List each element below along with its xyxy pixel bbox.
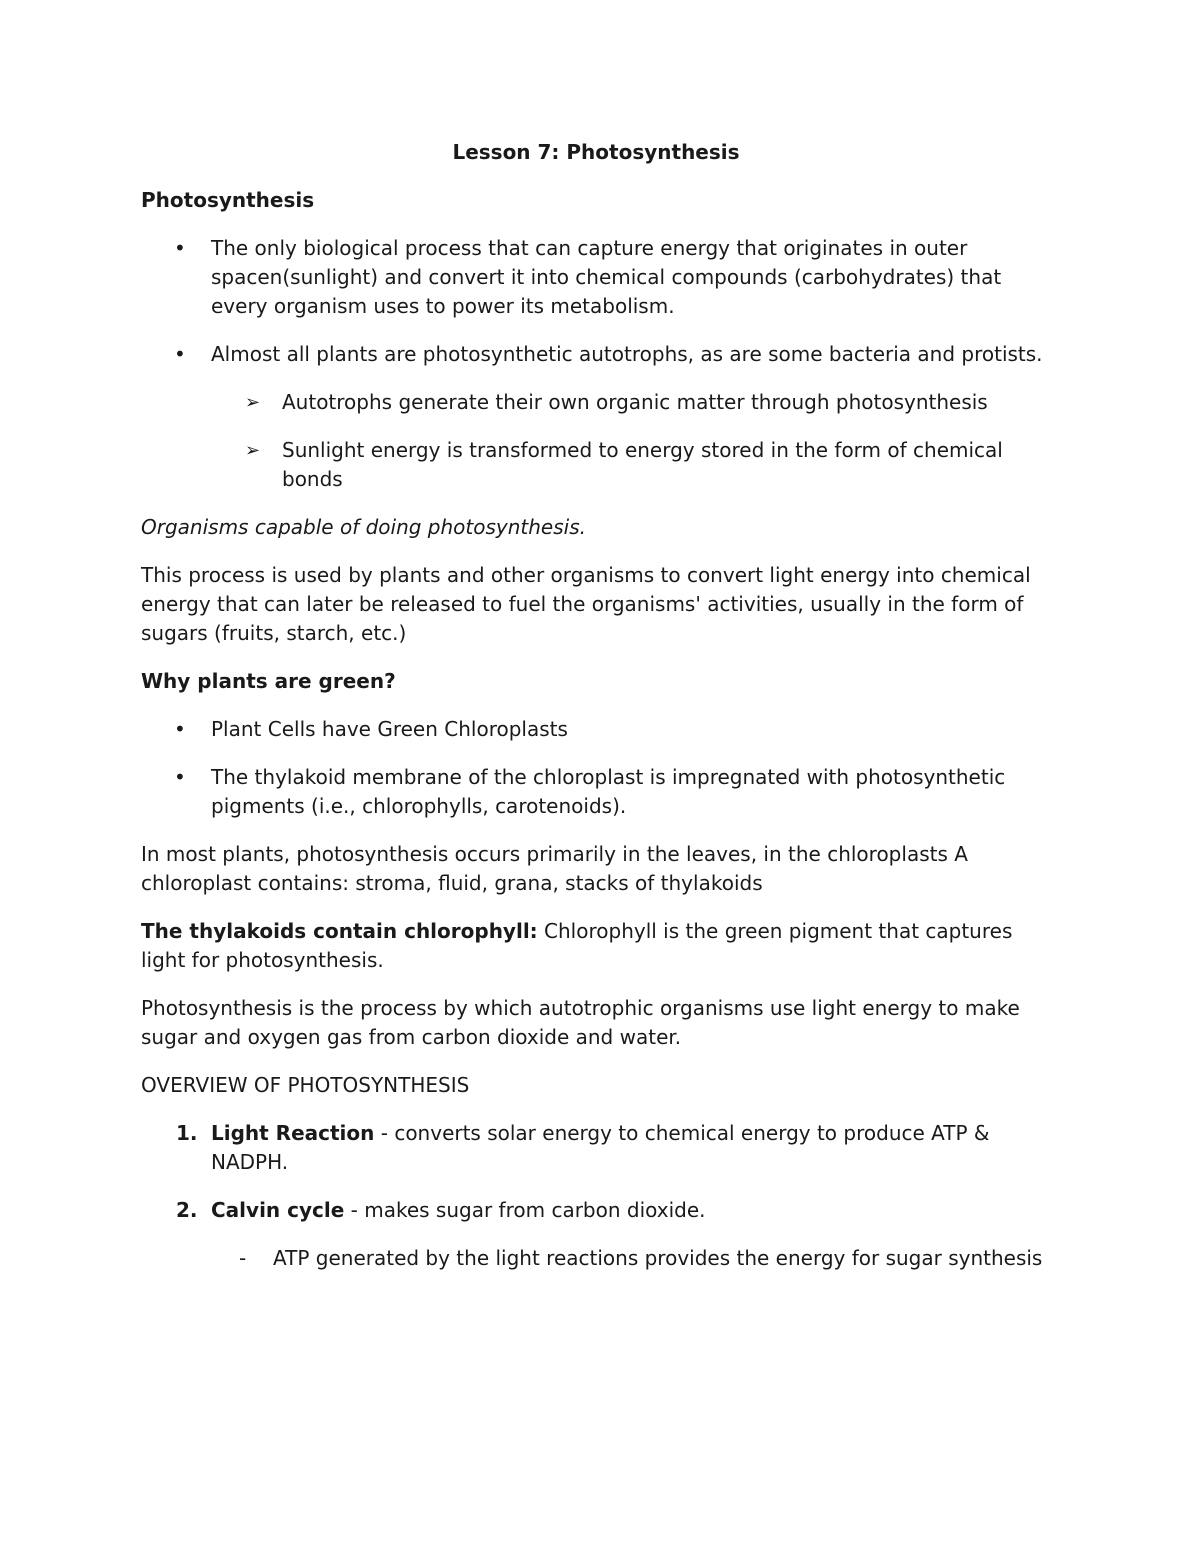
document-content [141, 138, 1061, 1292]
dash-item-text: ATP generated by the light reactions provides the energy for sugar synthesis [273, 1246, 1043, 1270]
thylakoids-bold-lead: The thylakoids contain chlorophyll: [141, 919, 538, 943]
most-plants-paragraph: In most plants, photosynthesis occurs primarily in the leaves, in the chloroplasts A chloroplast contains: stroma, fluid, grana, stacks of thylakoids [141, 842, 968, 895]
why-green-bullet-list [141, 715, 1061, 821]
bullet-text: The thylakoid membrane of the chloroplast is impregnated with photosynthetic pigments (i.e., chlorophylls, carotenoids). [211, 765, 1006, 818]
item-description: - makes sugar from carbon dioxide. [344, 1198, 706, 1222]
sub-bullet-text: Autotrophs generate their own organic matter through photosynthesis [282, 390, 988, 414]
list-item [211, 436, 1061, 494]
list-number: 2. [176, 1198, 198, 1222]
overview-numbered-list [141, 1119, 1061, 1225]
bullet-icon: • [174, 236, 186, 260]
photosynthesis-heading: Photosynthesis [141, 188, 315, 212]
bullet-icon: • [174, 717, 186, 741]
list-item [141, 234, 1061, 321]
bullet-text: Almost all plants are photosynthetic autotrophs, as are some bacteria and protists. [211, 342, 1043, 366]
document-title: Lesson 7: Photosynthesis [452, 140, 740, 164]
list-item [211, 1244, 1061, 1273]
photosynthesis-bullet-list [141, 234, 1061, 369]
list-item [141, 715, 1061, 744]
organisms-italic-line: Organisms capable of doing photosynthesis. [141, 515, 586, 539]
item-description: - converts solar energy to chemical energy to produce ATP & NADPH. [211, 1121, 990, 1174]
arrow-bullet-icon: ➢ [245, 392, 261, 413]
dash-bullet-icon: - [239, 1246, 247, 1270]
bullet-icon: • [174, 342, 186, 366]
item-term: Calvin cycle [211, 1198, 345, 1222]
list-item [141, 763, 1061, 821]
list-item [141, 1119, 1061, 1177]
list-number: 1. [176, 1121, 198, 1145]
list-item [141, 340, 1061, 369]
item-term: Light Reaction [211, 1121, 375, 1145]
thylakoids-rest: Chlorophyll is the green pigment that captures light for photosynthesis. [141, 919, 1013, 972]
bullet-text: The only biological process that can capture energy that originates in outer spacen(sunlight) and convert it into chemical compounds (carbohydrates) that every organism uses to power its metabolism. [211, 236, 1002, 318]
process-paragraph: This process is used by plants and other organisms to convert light energy into chemical energy that can later be released to fuel the organisms' activities, usually in the form of sugars (fruits, starch, etc.) [141, 563, 1031, 645]
arrow-bullet-icon: ➢ [245, 440, 261, 461]
calvin-dash-list [211, 1244, 1061, 1273]
sub-bullet-text: Sunlight energy is transformed to energy stored in the form of chemical bonds [282, 438, 1003, 491]
definition-paragraph: Photosynthesis is the process by which autotrophic organisms use light energy to make sugar and oxygen gas from carbon dioxide and water. [141, 996, 1020, 1049]
thylakoids-paragraph [141, 917, 1061, 975]
bullet-icon: • [174, 765, 186, 789]
list-item [141, 1196, 1061, 1225]
bullet-text: Plant Cells have Green Chloroplasts [211, 717, 568, 741]
list-item [211, 388, 1061, 417]
autotroph-sub-list [211, 388, 1061, 494]
why-green-heading: Why plants are green? [141, 669, 396, 693]
overview-heading: OVERVIEW OF PHOTOSYNTHESIS [141, 1073, 470, 1097]
